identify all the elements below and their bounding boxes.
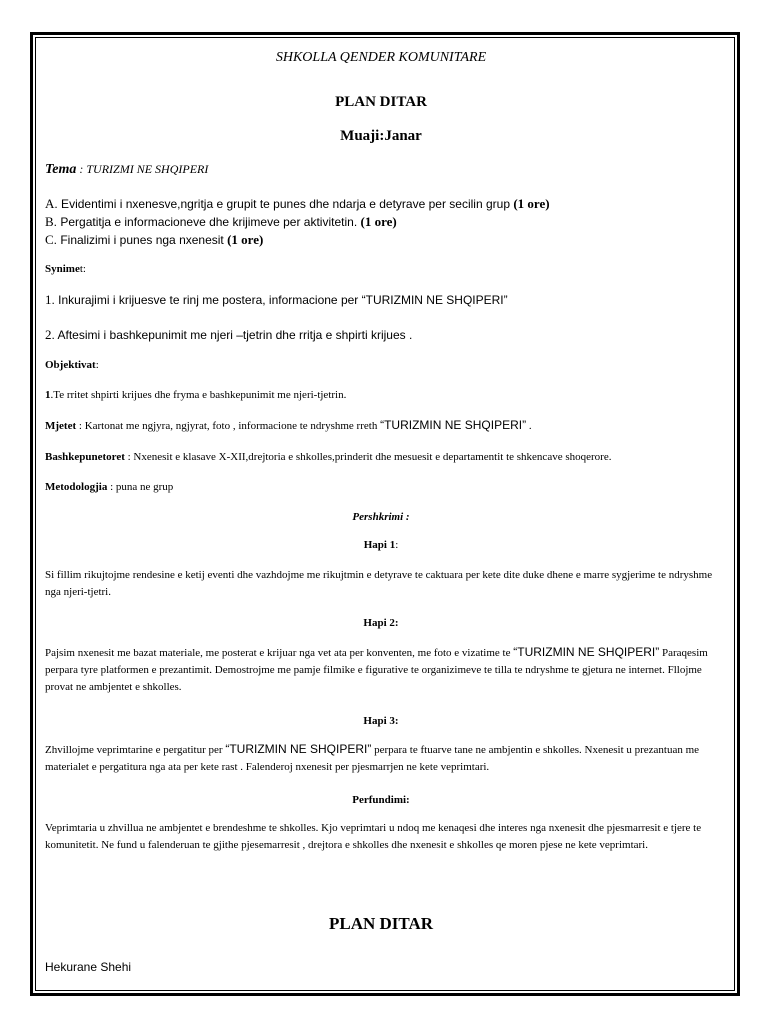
mjetet-label: Mjetet xyxy=(45,420,77,432)
hapi2-heading: Hapi 2: xyxy=(363,617,399,629)
author-signature: Hekurane Shehi xyxy=(45,960,132,974)
hapi2-text xyxy=(45,644,717,696)
synim-text: . Aftesimi i bashkepunimit me njeri –tjetrin dhe rritja e shpirti krijues . xyxy=(51,328,413,342)
tema-line xyxy=(45,162,717,178)
tema-label: Tema xyxy=(45,162,77,177)
steps-list xyxy=(45,195,717,249)
hapi3-text xyxy=(45,741,717,776)
bashkepunetoret-line xyxy=(45,448,717,466)
step-letter: A xyxy=(45,196,55,211)
metodologjia-text: : puna ne grup xyxy=(107,481,174,493)
synim-num: 1 xyxy=(45,292,52,307)
hapi2-text-b: Paraqesim perpara tyre platformen e prezantimit. Demostrojme me pamje filmike e figurative te organizimeve te tilla te ndryshme te gjetura ne internet. Fllojme provat ne ambjentet e shkolles. xyxy=(45,647,708,693)
plan-title-bottom: PLAN DITAR xyxy=(328,914,434,933)
objektivat-label: Objektivat xyxy=(45,359,96,371)
hapi2-text-a: Pajsim nxenesit me bazat materiale, me posterat e krijuar nga vet ata per konventen, me foto e vizatime te xyxy=(45,647,514,659)
tema-separator: : xyxy=(76,162,87,176)
step-a xyxy=(45,195,717,213)
metodologjia-line xyxy=(45,478,717,496)
step-text: . Finalizimi i punes nga nxenesit xyxy=(53,233,228,247)
step-duration: (1 ore) xyxy=(513,196,550,211)
objektivat-suffix: : xyxy=(95,359,99,371)
hapi1-heading xyxy=(45,536,717,554)
synim-item-2 xyxy=(45,326,717,344)
step-duration: (1 ore) xyxy=(227,232,264,247)
step-text: . Evidentimi i nxenesve,ngritja e grupit te punes dhe ndarja e detyrave per secilin grup xyxy=(54,197,514,211)
hapi3-heading: Hapi 3: xyxy=(363,715,399,727)
bashkepunetoret-text: : Nxenesit e klasave X-XII,drejtoria e shkolles,prinderit dhe mesuesit e departamentit te shkencave shoqerore. xyxy=(124,451,612,463)
hapi1-label: Hapi 1 xyxy=(363,539,396,551)
step-text: . Pergatitja e informacioneve dhe krijimeve per aktivitetin. xyxy=(53,215,361,229)
synimet-label: Synime xyxy=(45,263,80,275)
hapi3-text-a: Zhvillojme veprimtarine e pergatitur per xyxy=(45,744,226,756)
hapi3-text-b: perpara te ftuarve tane ne ambjentin e shkolles. Nxenesit u prezantuan me materialet e pergatitura nga ata per kete rast . Falenderoj nxenesit per pjesmarrjen ne kete veprimtari. xyxy=(45,744,700,773)
hapi1-suffix: : xyxy=(395,539,399,551)
objektivat-heading xyxy=(45,356,717,374)
bashkepunetoret-label: Bashkepunetoret xyxy=(45,451,125,463)
synim-num: 2 xyxy=(45,327,52,342)
hapi2-quote: “TURIZMIN NE SHQIPERI” xyxy=(513,645,660,659)
perfundimi-heading: Perfundimi: xyxy=(352,794,410,806)
mjetet-line xyxy=(45,416,717,435)
perfundimi-text: Veprimtaria u zhvillua ne ambjentet e brendeshme te shkolles. Kjo veprimtari u ndoq me kenaqesi dhe interes nga nxenesit dhe pjesmarresit e tjere te komunitetit. Ne fund u falenderuan te gjithe pjesemarresit , drejtora e shkolles dhe nxenesit e shkolles qe moren pjese ne kete veprimtari. xyxy=(45,822,702,851)
hapi3-quote: “TURIZMIN NE SHQIPERI” xyxy=(225,742,372,756)
objektiva-text: .Te rritet shpirti krijues dhe fryma e bashkepunimit me njeri-tjetrin. xyxy=(50,389,347,401)
plan-title: PLAN DITAR xyxy=(335,94,427,110)
mjetet-end: . xyxy=(526,420,532,432)
synimet-heading xyxy=(45,260,717,278)
objektiva-item xyxy=(45,386,717,404)
synim-item-1 xyxy=(45,291,717,309)
month-label: Muaji:Janar xyxy=(340,128,422,144)
synimet-suffix: t: xyxy=(79,263,86,275)
mjetet-text: : Kartonat me ngjyra, ngjyrat, foto , informacione te ndryshme rreth xyxy=(76,420,381,432)
step-duration: (1 ore) xyxy=(360,214,397,229)
metodologjia-label: Metodologjia xyxy=(45,481,108,493)
synim-text: . Inkurajimi i krijuesve te rinj me postera, informacione per “TURIZMIN NE SHQIPERI” xyxy=(51,293,508,307)
mjetet-quote: “TURIZMIN NE SHQIPERI” xyxy=(380,418,527,432)
objektiva-num: 1 xyxy=(45,389,51,401)
tema-value: TURIZMI NE SHQIPERI xyxy=(86,162,209,176)
step-letter: C xyxy=(45,232,54,247)
hapi1-text: Si fillim rikujtojme rendesine e ketij eventi dhe vazhdojme me rikujtmin e detyrave te caktuara per kete dite duke dhene e marre sygjerime te ndryshme nga njeri-tjetri. xyxy=(45,569,713,598)
step-letter: B xyxy=(45,214,54,229)
school-name: SHKOLLA QENDER KOMUNITARE xyxy=(275,50,487,65)
step-c xyxy=(45,231,717,249)
step-b xyxy=(45,213,717,231)
pershkrimi-heading: Pershkrimi : xyxy=(352,511,410,523)
